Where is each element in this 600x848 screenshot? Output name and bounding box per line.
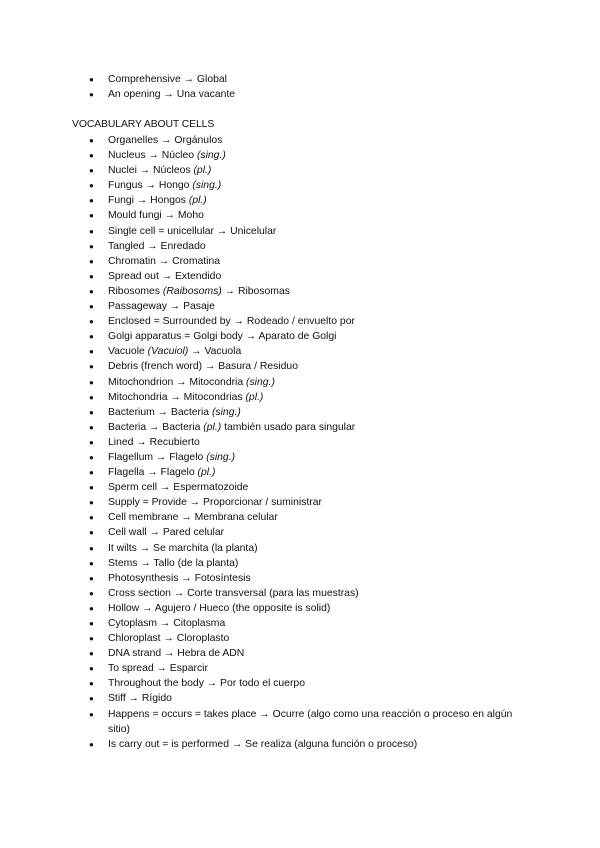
list-item xyxy=(0,163,600,178)
entry-text: Debris (french word) → Basura / Residuo xyxy=(108,361,298,373)
bullet-icon: ● xyxy=(89,166,94,176)
entry-text: Mitochondrion → Mitocondria xyxy=(108,376,247,388)
entry-text: Passageway → Pasaje xyxy=(108,301,215,313)
entry-text: Supply = Provide → Proporcionar / suministrar xyxy=(108,497,322,509)
entry-text: Cross section → Corte transversal (para las muestras) xyxy=(108,587,359,599)
list-item xyxy=(0,480,600,495)
bullet-icon: ● xyxy=(89,317,94,327)
bullet-icon: ● xyxy=(89,90,94,100)
section-heading: VOCABULARY ABOUT CELLS xyxy=(72,119,215,130)
entry-text: Cytoplasm → Citoplasma xyxy=(108,618,226,629)
entry-text: Cell membrane → Membrana celular xyxy=(108,512,278,524)
list-item xyxy=(0,329,600,344)
list-item xyxy=(0,495,600,510)
list-item xyxy=(0,707,523,737)
list-item xyxy=(0,148,600,163)
list-item xyxy=(0,691,600,706)
entry-text: Organelles → Orgánulos xyxy=(108,135,223,146)
bullet-icon: ● xyxy=(89,603,94,613)
list-item xyxy=(0,435,600,450)
bullet-icon: ● xyxy=(89,332,94,342)
entry-text: Hollow → Agujero / Hueco (the opposite is solid) xyxy=(108,602,331,614)
list-item xyxy=(0,541,600,556)
bullet-icon: ● xyxy=(89,362,94,372)
term-text: Ribosomes xyxy=(108,285,163,297)
bullet-icon: ● xyxy=(89,196,94,206)
list-item xyxy=(0,284,600,299)
bullet-icon: ● xyxy=(89,588,94,598)
term-note: (pl.) xyxy=(245,391,264,403)
entry-text: Sperm cell → Espermatozoide xyxy=(108,482,249,494)
list-item xyxy=(0,178,600,193)
entry-text: Chloroplast → Cloroplasto xyxy=(108,633,230,645)
list-item xyxy=(0,420,600,435)
bullet-icon: ● xyxy=(89,302,94,312)
list-item xyxy=(0,269,600,284)
entry-text: Single cell = unicellular → Unicelular xyxy=(108,225,277,237)
translation-text: también usado para singular xyxy=(221,421,356,433)
bullet-icon: ● xyxy=(89,543,94,553)
list-item xyxy=(0,390,600,405)
term-note: (sing.) xyxy=(196,150,226,162)
list-item xyxy=(0,737,600,752)
list-item xyxy=(0,208,600,223)
bullet-icon: ● xyxy=(89,211,94,221)
entry-text: Flagellum → Flagelo xyxy=(108,451,207,463)
term-note: (Raibosoms) xyxy=(162,285,222,297)
entry-text: Photosynthesis → Fotosíntesis xyxy=(108,572,251,584)
entry-text: Stiff → Rígido xyxy=(108,693,172,705)
list-item xyxy=(0,72,600,87)
term-note: (pl.) xyxy=(188,195,207,207)
bullet-icon: ● xyxy=(89,151,94,161)
list-item xyxy=(0,193,600,208)
term-note: (Vacuiol) xyxy=(147,346,189,358)
list-item xyxy=(0,87,600,102)
list-item xyxy=(0,676,600,691)
term-note: (pl.) xyxy=(193,165,212,177)
list-item xyxy=(0,239,600,254)
entry-text: Golgi apparatus = Golgi body → Aparato de Golgi xyxy=(108,331,337,343)
entry-text: An opening → Una vacante xyxy=(108,89,236,101)
entry-text: Comprehensive → Global xyxy=(108,74,227,85)
list-item xyxy=(0,586,600,601)
list-item xyxy=(0,601,600,616)
bullet-icon: ● xyxy=(89,226,94,236)
entry-text: Fungi → Hongos xyxy=(108,195,189,207)
entry-text: Enclosed = Surrounded by → Rodeado / envuelto por xyxy=(108,316,355,328)
entry-text: Chromatin → Cromatina xyxy=(108,255,221,267)
bullet-icon: ● xyxy=(89,649,94,659)
bullet-icon: ● xyxy=(89,483,94,493)
entry-text: Throughout the body → Por todo el cuerpo xyxy=(108,678,305,690)
entry-text: DNA strand → Hebra de ADN xyxy=(108,648,245,660)
term-note: (sing.) xyxy=(211,406,241,418)
entry-text: Nuclei → Núcleos xyxy=(108,165,194,177)
list-item xyxy=(0,224,600,239)
entry-text: Is carry out = is performed → Se realiza (alguna función o proceso) xyxy=(108,738,418,750)
bullet-icon: ● xyxy=(89,407,94,417)
list-item xyxy=(0,616,600,631)
bullet-icon: ● xyxy=(89,256,94,266)
bullet-icon: ● xyxy=(89,679,94,689)
term-text: Bacteria → Bacteria xyxy=(108,421,204,433)
bullet-icon: ● xyxy=(89,241,94,251)
list-item xyxy=(0,314,600,329)
list-item xyxy=(0,405,600,420)
list-item xyxy=(0,450,600,465)
cell-vocab-list xyxy=(0,133,600,752)
list-item xyxy=(0,299,600,314)
entry-text: Mitochondria → Mitocondrias xyxy=(108,391,246,403)
bullet-icon: ● xyxy=(89,694,94,704)
list-item xyxy=(0,510,600,525)
list-item xyxy=(0,133,600,148)
list-item xyxy=(0,465,600,480)
bullet-icon: ● xyxy=(89,739,94,749)
term-note: (sing.) xyxy=(192,180,222,192)
bullet-icon: ● xyxy=(89,422,94,432)
list-item xyxy=(0,525,600,540)
bullet-icon: ● xyxy=(89,75,94,84)
bullet-icon: ● xyxy=(89,286,94,296)
entry-text: Tangled → Enredado xyxy=(108,240,206,252)
entry-text: It wilts → Se marchita (la planta) xyxy=(108,542,258,554)
bullet-icon: ● xyxy=(89,271,94,281)
translation-text: → Vacuola xyxy=(188,346,242,358)
bullet-icon: ● xyxy=(89,558,94,568)
intro-vocab-list xyxy=(0,72,600,102)
entry-text: Nucleus → Núcleo xyxy=(108,150,197,162)
translation-text: → Ribosomas xyxy=(221,285,290,297)
list-item xyxy=(0,631,600,646)
entry-text: Fungus → Hongo xyxy=(108,180,193,192)
entry-text: Bacterium → Bacteria xyxy=(108,406,212,418)
list-item xyxy=(0,254,600,269)
entry-text: Lined → Recubierto xyxy=(108,436,200,448)
bullet-icon: ● xyxy=(89,392,94,402)
bullet-icon: ● xyxy=(89,468,94,478)
entry-text: Stems → Tallo (de la planta) xyxy=(108,557,239,569)
list-item xyxy=(0,359,600,374)
list-item xyxy=(0,375,600,390)
bullet-icon: ● xyxy=(89,498,94,508)
bullet-icon: ● xyxy=(89,136,94,145)
list-item xyxy=(0,646,600,661)
entry-text: Mould fungi → Moho xyxy=(108,210,204,222)
term-text: Vacuole xyxy=(108,346,148,358)
entry-text: Flagella → Flagelo xyxy=(108,467,198,479)
bullet-icon: ● xyxy=(89,181,94,191)
entry-text: To spread → Esparcir xyxy=(108,663,208,675)
entry-text: Happens = occurs = takes place → Ocurre (algo como una reacción o proceso en algún sitio) xyxy=(108,708,513,735)
bullet-icon: ● xyxy=(89,347,94,357)
bullet-icon: ● xyxy=(89,452,94,462)
list-item xyxy=(0,344,600,359)
entry-text: Spread out → Extendido xyxy=(108,270,222,282)
bullet-icon: ● xyxy=(89,634,94,644)
list-item xyxy=(0,556,600,571)
term-note: (pl.) xyxy=(203,421,222,433)
entry-text: Cell wall → Pared celular xyxy=(108,527,225,539)
term-note: (sing.) xyxy=(206,451,236,463)
bullet-icon: ● xyxy=(89,709,94,719)
term-note: (pl.) xyxy=(197,467,216,479)
bullet-icon: ● xyxy=(89,528,94,538)
bullet-icon: ● xyxy=(89,664,94,674)
list-item xyxy=(0,661,600,676)
bullet-icon: ● xyxy=(89,377,94,387)
bullet-icon: ● xyxy=(89,573,94,583)
term-note: (sing.) xyxy=(246,376,275,388)
bullet-icon: ● xyxy=(89,437,94,447)
bullet-icon: ● xyxy=(89,619,94,628)
list-item xyxy=(0,571,600,586)
bullet-icon: ● xyxy=(89,513,94,523)
